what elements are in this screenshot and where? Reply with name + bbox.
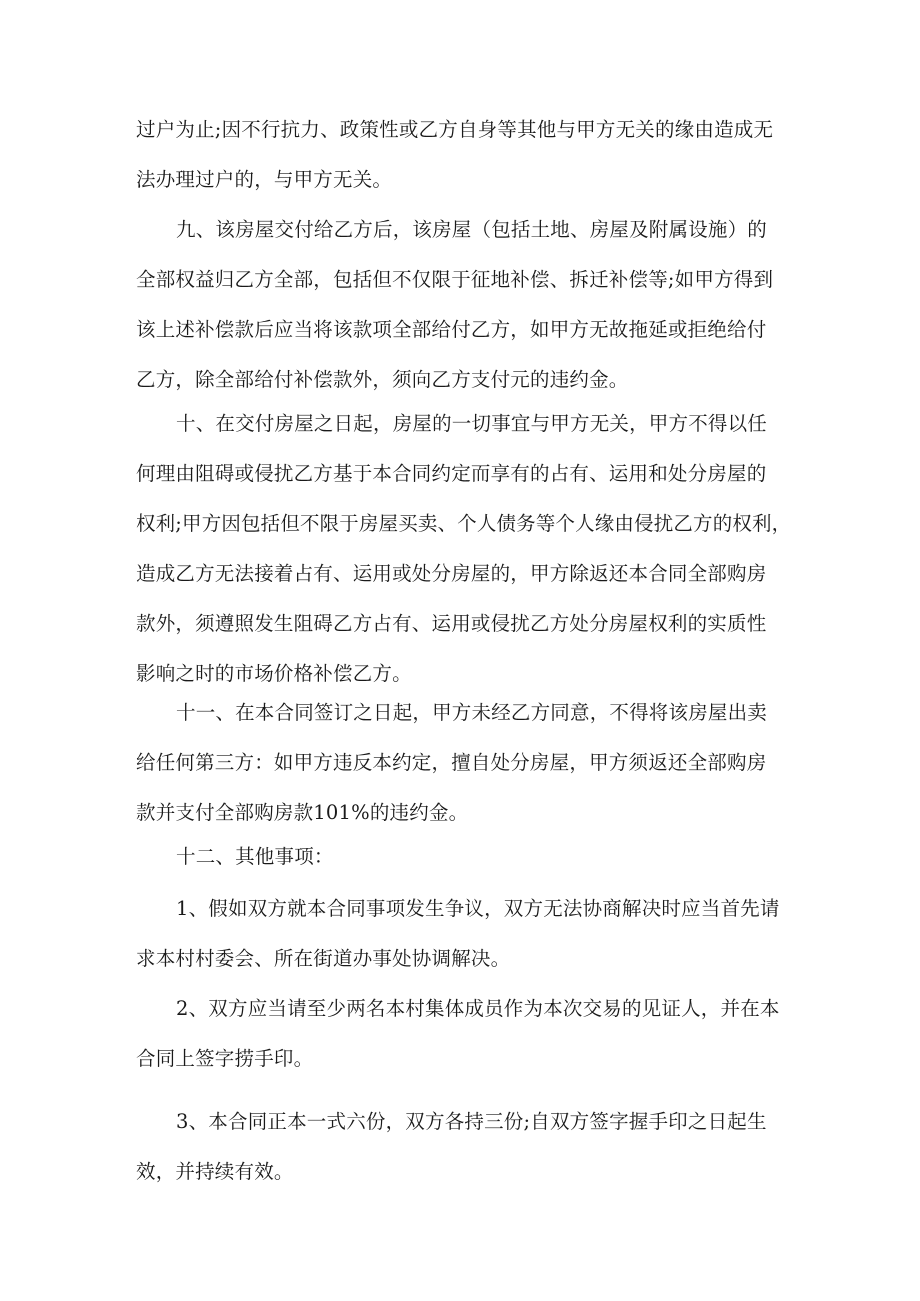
text-line: 2、双方应当请至少两名本村集体成员作为本次交易的见证人，并在本 — [176, 997, 780, 1020]
text-line: 何理由阻碍或侵扰乙方基于本合同约定而享有的占有、运用和处分房屋的 — [136, 462, 767, 485]
text-line: 九、该房屋交付给乙方后，该房屋（包括土地、房屋及附属设施）的 — [176, 218, 768, 241]
text-line: 乙方，除全部给付补偿款外，须向乙方支付元的违约金。 — [136, 368, 629, 391]
text-line: 给任何第三方：如甲方违反本约定，擅自处分房屋，甲方须返还全部购房 — [136, 751, 767, 774]
text-line: 法办理过户的，与甲方无关。 — [136, 168, 393, 191]
text-line: 款外，须遵照发生阻碍乙方占有、运用或侵扰乙方处分房屋权利的实质性 — [136, 612, 767, 635]
paragraph-item-3 — [136, 1097, 792, 1197]
text-line: 合同上签字捞手印。 — [136, 1047, 314, 1070]
paragraph-item-2 — [136, 984, 792, 1084]
text-line: 款并支付全部购房款101%的违约金。 — [136, 801, 469, 824]
text-line: 求本村村委会、所在街道办事处协调解决。 — [136, 947, 511, 970]
text-line: 效，并持续有效。 — [136, 1160, 294, 1183]
text-line: 全部权益归乙方全部，包括但不仅限于征地补偿、拆迁补偿等;如甲方得到 — [136, 268, 774, 291]
paragraph-clause-11 — [136, 688, 792, 838]
paragraph-clause-10 — [136, 399, 792, 699]
paragraph-clause-12-heading — [136, 832, 792, 882]
text-line: 1、假如双方就本合同事项发生争议，双方无法协商解决时应当首先请 — [176, 897, 780, 920]
text-line: 该上述补偿款后应当将该款项全部给付乙方，如甲方无故拖延或拒绝给付 — [136, 318, 767, 341]
text-line: 3、本合同正本一式六份，双方各持三份;自双方签字握手印之日起生 — [176, 1110, 767, 1133]
text-line: 十一、在本合同签订之日起，甲方未经乙方同意，不得将该房屋出卖 — [176, 701, 768, 724]
text-line: 十二、其他事项： — [176, 845, 334, 868]
text-line: 过户为止;因不行抗力、政策性或乙方自身等其他与甲方无关的缘由造成无 — [136, 118, 774, 141]
text-line: 影响之时的市场价格补偿乙方。 — [136, 662, 412, 685]
paragraph-clause-9 — [136, 205, 792, 405]
text-line: 权利;甲方因包括但不限于房屋买卖、个人债务等个人缘由侵扰乙方的权利， — [136, 512, 792, 535]
text-line: 造成乙方无法接着占有、运用或处分房屋的，甲方除返还本合同全部购房 — [136, 562, 767, 585]
text-line: 十、在交付房屋之日起，房屋的一切事宜与甲方无关，甲方不得以任 — [176, 412, 768, 435]
paragraph-transfer-continuation — [136, 105, 792, 205]
paragraph-item-1 — [136, 884, 792, 984]
